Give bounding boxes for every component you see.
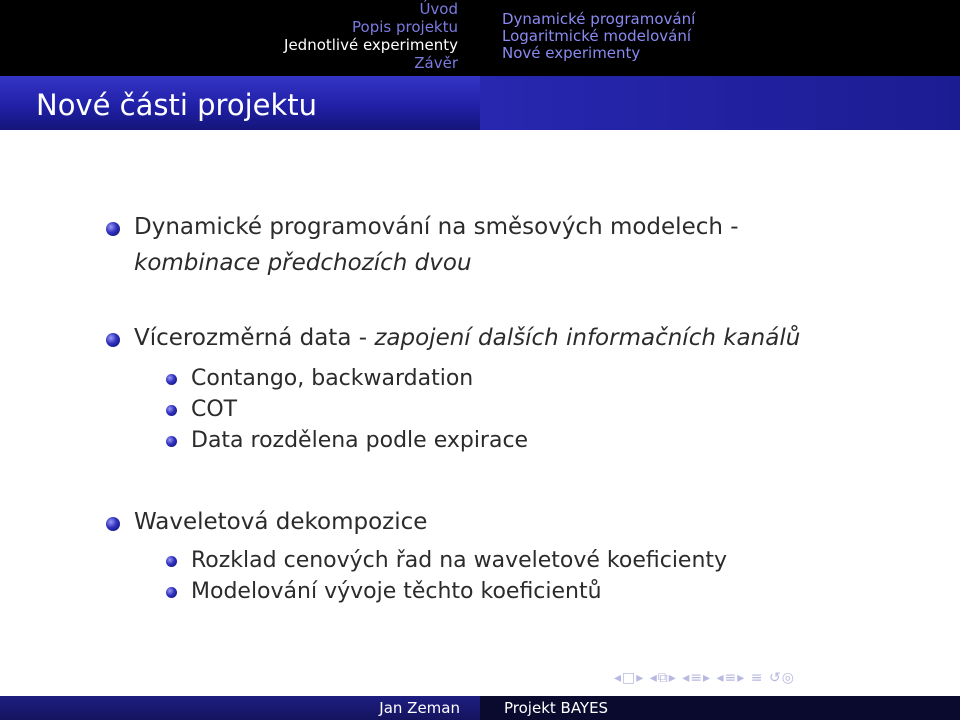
top-navigation-bar: [0, 0, 960, 76]
footer-left: [0, 696, 480, 720]
bullet-icon: [106, 333, 120, 347]
item-1-italic: kombinace předchozích dvou: [134, 250, 472, 276]
title-bar-right-shade: [480, 76, 960, 130]
item-2-sub-3: Data rozdělena podle expirace: [191, 428, 529, 453]
nav-section-jednotlive-experimenty[interactable]: Jednotlivé experimenty: [284, 36, 458, 54]
nav-subsection-logaritmicke-modelovani[interactable]: Logaritmické modelování: [502, 27, 692, 45]
item-2-plain: Vícerozměrná data -: [134, 325, 368, 351]
doc-prev-icon[interactable]: ◂: [716, 670, 725, 686]
frame-title-bar: [0, 76, 960, 130]
section-prev-icon[interactable]: ◂: [682, 670, 691, 686]
section-navigation: [0, 0, 480, 76]
navigation-symbols: [614, 670, 795, 692]
frame-next-icon[interactable]: ▸: [636, 670, 645, 686]
nav-subsection-nove-experimenty[interactable]: Nové experimenty: [502, 44, 641, 62]
frame-icon[interactable]: □: [622, 670, 637, 686]
footer-project: Projekt BAYES: [504, 699, 609, 717]
footer-right: [480, 696, 960, 720]
toc-icon[interactable]: ≡: [750, 670, 764, 686]
nav-section-zaver[interactable]: Závěr: [414, 54, 458, 72]
footer-author: Jan Zeman: [379, 699, 460, 717]
sub-bullet-icon: [166, 587, 177, 598]
sub-bullet-icon: [166, 436, 177, 447]
item-3-text: Waveletová dekompozice: [134, 509, 428, 535]
nav-section-popis-projektu[interactable]: Popis projektu: [352, 18, 458, 36]
item-1-text: [134, 214, 739, 240]
bullet-icon: [106, 222, 120, 236]
zoom-icon[interactable]: ◎: [781, 670, 795, 686]
search-icon[interactable]: ↺: [768, 670, 782, 686]
item-2-italic: zapojení dalších informačních kanálů: [374, 325, 801, 351]
subsection-navigation: [480, 0, 960, 76]
doc-next-icon[interactable]: ▸: [737, 670, 746, 686]
nav-section-uvod[interactable]: Úvod: [419, 0, 458, 18]
item-2-sub-2: COT: [191, 397, 238, 422]
subsection-icon[interactable]: ⧉: [657, 670, 669, 686]
item-3-sub-1: Rozklad cenových řad na waveletové koeficienty: [191, 548, 728, 573]
sub-bullet-icon: [166, 556, 177, 567]
bullet-icon: [106, 517, 120, 531]
sub-bullet-icon: [166, 374, 177, 385]
footer: [0, 696, 960, 720]
subsection-prev-icon[interactable]: ◂: [649, 670, 658, 686]
slide-content: [0, 130, 960, 670]
frame-prev-icon[interactable]: ◂: [614, 670, 623, 686]
item-2-sub-1: Contango, backwardation: [191, 366, 474, 391]
item-1-plain: Dynamické programování na směsových modelech -: [134, 214, 739, 240]
section-icon[interactable]: ≡: [690, 670, 704, 686]
nav-subsection-dynamicke-programovani[interactable]: Dynamické programování: [502, 10, 696, 28]
sub-bullet-icon: [166, 405, 177, 416]
frame-title: Nové části projektu: [36, 88, 318, 122]
item-3-sub-2: Modelování vývoje těchto koeficientů: [191, 579, 602, 604]
subsection-next-icon[interactable]: ▸: [668, 670, 677, 686]
doc-icon[interactable]: ≡: [724, 670, 738, 686]
section-next-icon[interactable]: ▸: [703, 670, 712, 686]
item-2-text: [134, 325, 800, 351]
